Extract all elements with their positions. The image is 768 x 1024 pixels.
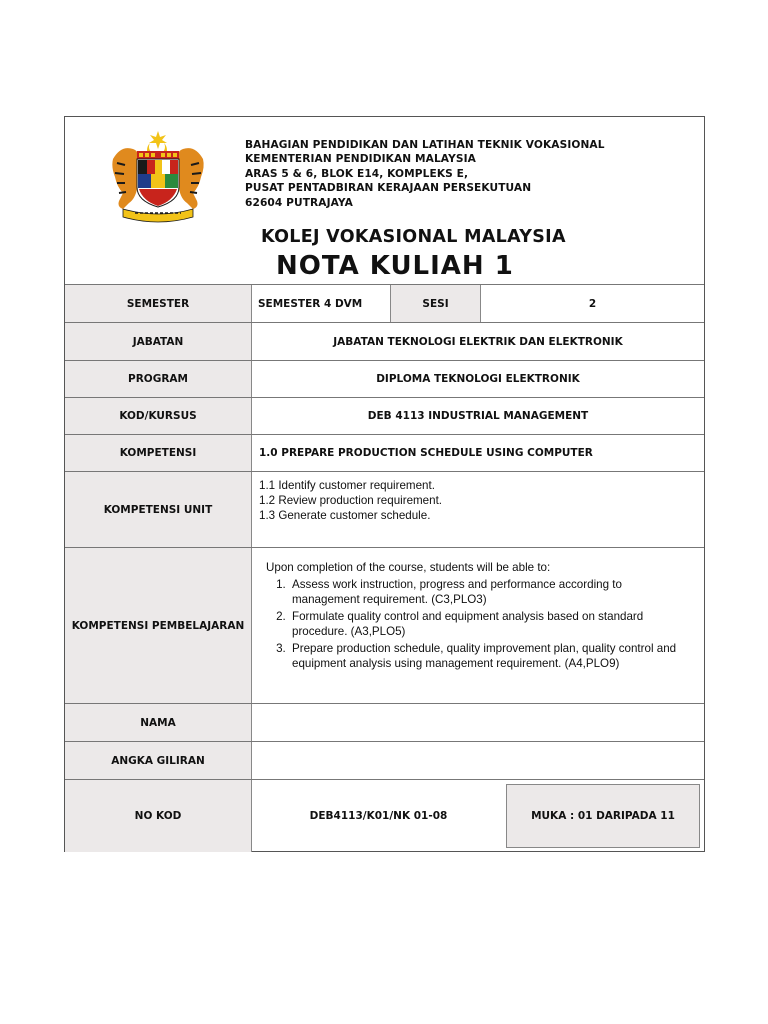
- kompetensi-label: KOMPETENSI: [65, 435, 252, 471]
- document-title: NOTA KULIAH 1: [276, 251, 514, 281]
- row-no-kod: [65, 779, 704, 852]
- program-label: PROGRAM: [65, 361, 252, 397]
- jabatan-value: JABATAN TEKNOLOGI ELEKTRIK DAN ELEKTRONIK: [333, 335, 623, 348]
- row-kompetensi-unit: [65, 471, 704, 547]
- no-kod-value: DEB4113/K01/NK 01-08: [309, 810, 448, 822]
- angka-giliran-value: [252, 742, 704, 779]
- row-kod-kursus: [65, 397, 704, 434]
- address-line: KEMENTERIAN PENDIDIKAN MALAYSIA: [245, 153, 476, 166]
- semester-value: SEMESTER 4 DVM: [252, 285, 391, 322]
- unit-item: 1.1 Identify customer requirement.: [259, 479, 435, 492]
- kod-kursus-value: DEB 4113 INDUSTRIAL MANAGEMENT: [367, 410, 589, 422]
- row-nama: [65, 703, 704, 741]
- row-kompetensi: [65, 434, 704, 471]
- kompetensi-value: 1.0 PREPARE PRODUCTION SCHEDULE USING COMPUTER: [259, 447, 593, 459]
- nama-label: NAMA: [65, 704, 252, 741]
- jabatan-label: JABATAN: [65, 323, 252, 360]
- lecture-note-cover: [64, 116, 705, 852]
- kompetensi-pembelajaran-label: KOMPETENSI PEMBELAJARAN: [65, 548, 252, 703]
- unit-item: 1.3 Generate customer schedule.: [259, 509, 431, 522]
- program-value: DIPLOMA TEKNOLOGI ELEKTRONIK: [376, 373, 580, 385]
- address-line: ARAS 5 & 6, BLOK E14, KOMPLEKS E,: [245, 167, 469, 180]
- row-angka-giliran: [65, 741, 704, 779]
- malaysia-coat-of-arms-icon: [105, 129, 211, 225]
- learning-outcome-item: 2. Formulate quality control and equipment analysis based on standard procedure. (A3,PLO5): [289, 609, 684, 639]
- learning-outcomes-intro: Upon completion of the course, students will be able to:: [266, 561, 551, 574]
- sesi-label: SESI: [391, 285, 481, 322]
- page-count: MUKA : 01 DARIPADA 11: [506, 784, 700, 848]
- kod-kursus-label: KOD/KURSUS: [65, 398, 252, 434]
- row-jabatan: [65, 322, 704, 360]
- nama-value: [252, 704, 704, 741]
- address-line: 62604 PUTRAJAYA: [245, 196, 353, 209]
- unit-item: 1.2 Review production requirement.: [259, 494, 443, 507]
- learning-outcomes-list: [266, 577, 684, 671]
- semester-label: SEMESTER: [65, 285, 252, 322]
- kompetensi-unit-list: [252, 472, 704, 547]
- document-header: [65, 117, 704, 284]
- ministry-address: [245, 138, 605, 210]
- row-semester: [65, 284, 704, 322]
- learning-outcome-item: 3. Prepare production schedule, quality improvement plan, quality control and equipment analysis using management requirement. (A4,PLO9): [289, 641, 684, 671]
- learning-outcomes: [252, 548, 704, 703]
- address-line: PUSAT PENTADBIRAN KERAJAAN PERSEKUTUAN: [245, 182, 532, 195]
- row-kompetensi-pembelajaran: [65, 547, 704, 703]
- college-name: KOLEJ VOKASIONAL MALAYSIA: [261, 227, 566, 247]
- no-kod-label: NO KOD: [65, 780, 252, 852]
- kompetensi-unit-label: KOMPETENSI UNIT: [65, 472, 252, 547]
- sesi-value: 2: [588, 297, 597, 310]
- angka-giliran-label: ANGKA GILIRAN: [65, 742, 252, 779]
- address-line: BAHAGIAN PENDIDIKAN DAN LATIHAN TEKNIK VOKASIONAL: [245, 139, 605, 151]
- learning-outcome-item: 1. Assess work instruction, progress and performance according to management requirement. (C3,PLO3): [289, 577, 684, 607]
- row-program: [65, 360, 704, 397]
